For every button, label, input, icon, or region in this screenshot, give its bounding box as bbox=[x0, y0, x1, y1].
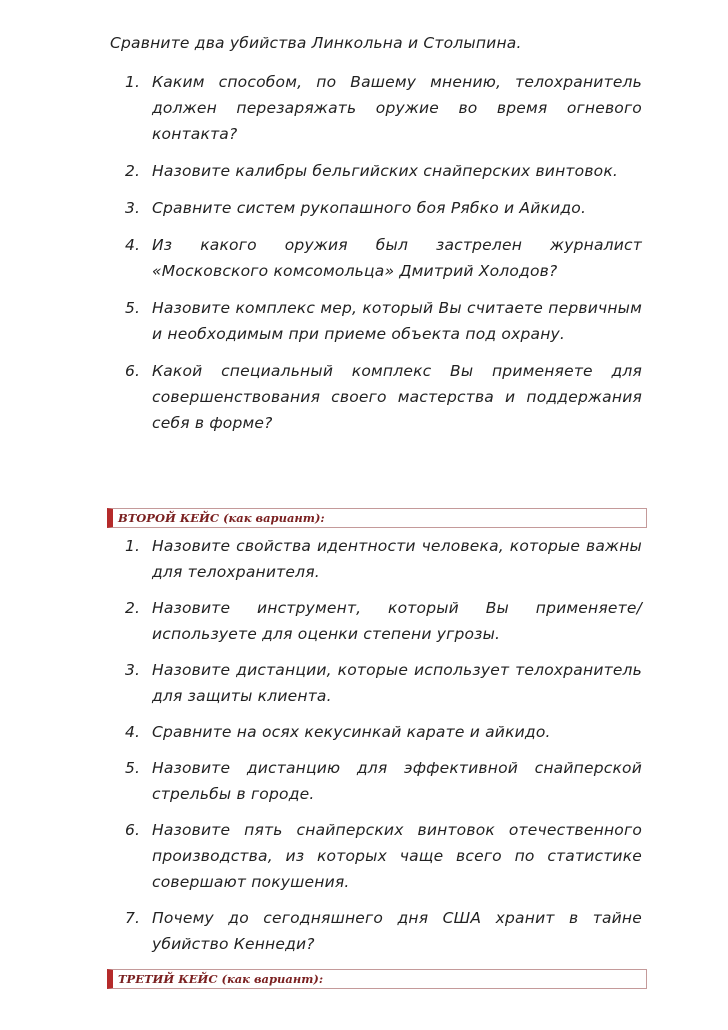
question-text: Назовите дистанции, которые использует телохранитель для защиты клиента. bbox=[152, 661, 642, 705]
question-text: Назовите инструмент, который Вы применяете/ используете для оценки степени угрозы. bbox=[152, 599, 642, 643]
question-number: 1. bbox=[125, 73, 141, 91]
question-number: 4. bbox=[125, 236, 141, 254]
question-item bbox=[120, 533, 642, 585]
question-number: 2. bbox=[125, 162, 141, 180]
question-item bbox=[120, 719, 642, 745]
question-number: 4. bbox=[125, 723, 141, 741]
question-number: 6. bbox=[125, 362, 141, 380]
question-item bbox=[120, 69, 642, 147]
question-text: Сравните систем рукопашного боя Рябко и Айкидо. bbox=[152, 199, 587, 217]
question-number: 7. bbox=[125, 909, 141, 927]
question-number: 3. bbox=[125, 199, 141, 217]
question-text: Назовите пять снайперских винтовок отечественного производства, из которых чаще всего по статистике совершают покушения. bbox=[152, 821, 642, 891]
question-item bbox=[120, 817, 642, 895]
question-text: Назовите комплекс мер, который Вы считаете первичным и необходимым при приеме объекта под охрану. bbox=[152, 299, 642, 343]
case2-header-label: ВТОРОЙ КЕЙС (как вариант): bbox=[118, 511, 325, 525]
question-text: Назовите калибры бельгийских снайперских винтовок. bbox=[152, 162, 619, 180]
question-item bbox=[120, 755, 642, 807]
question-item bbox=[120, 595, 642, 647]
question-text: Из какого оружия был застрелен журналист «Московского комсомольца» Дмитрий Холодов? bbox=[152, 236, 642, 280]
case2-header bbox=[107, 508, 647, 528]
question-item bbox=[120, 232, 642, 284]
question-item bbox=[120, 295, 642, 347]
question-text: Сравните на осях кекусинкай карате и айкидо. bbox=[152, 723, 551, 741]
question-number: 2. bbox=[125, 599, 141, 617]
intro-text: Сравните два убийства Линкольна и Столыпина. bbox=[110, 34, 522, 52]
question-item bbox=[120, 905, 642, 957]
case3-header bbox=[107, 969, 647, 989]
question-text: Каким способом, по Вашему мнению, телохранитель должен перезаряжать оружие во время огневого контакта? bbox=[152, 73, 642, 143]
question-text: Почему до сегодняшнего дня США хранит в тайне убийство Кеннеди? bbox=[152, 909, 642, 953]
case1-question-list bbox=[120, 69, 642, 436]
question-item bbox=[120, 195, 642, 221]
question-item bbox=[120, 657, 642, 709]
case2-question-list bbox=[120, 533, 642, 957]
question-number: 1. bbox=[125, 537, 141, 555]
question-text: Какой специальный комплекс Вы применяете для совершенствования своего мастерства и поддержания себя в форме? bbox=[152, 362, 642, 432]
question-item bbox=[120, 158, 642, 184]
question-number: 5. bbox=[125, 759, 141, 777]
question-number: 3. bbox=[125, 661, 141, 679]
question-number: 6. bbox=[125, 821, 141, 839]
question-item bbox=[120, 358, 642, 436]
question-text: Назовите свойства идентности человека, которые важны для телохранителя. bbox=[152, 537, 642, 581]
question-text: Назовите дистанцию для эффективной снайперской стрельбы в городе. bbox=[152, 759, 642, 803]
question-number: 5. bbox=[125, 299, 141, 317]
case3-header-label: ТРЕТИЙ КЕЙС (как вариант): bbox=[118, 972, 324, 986]
